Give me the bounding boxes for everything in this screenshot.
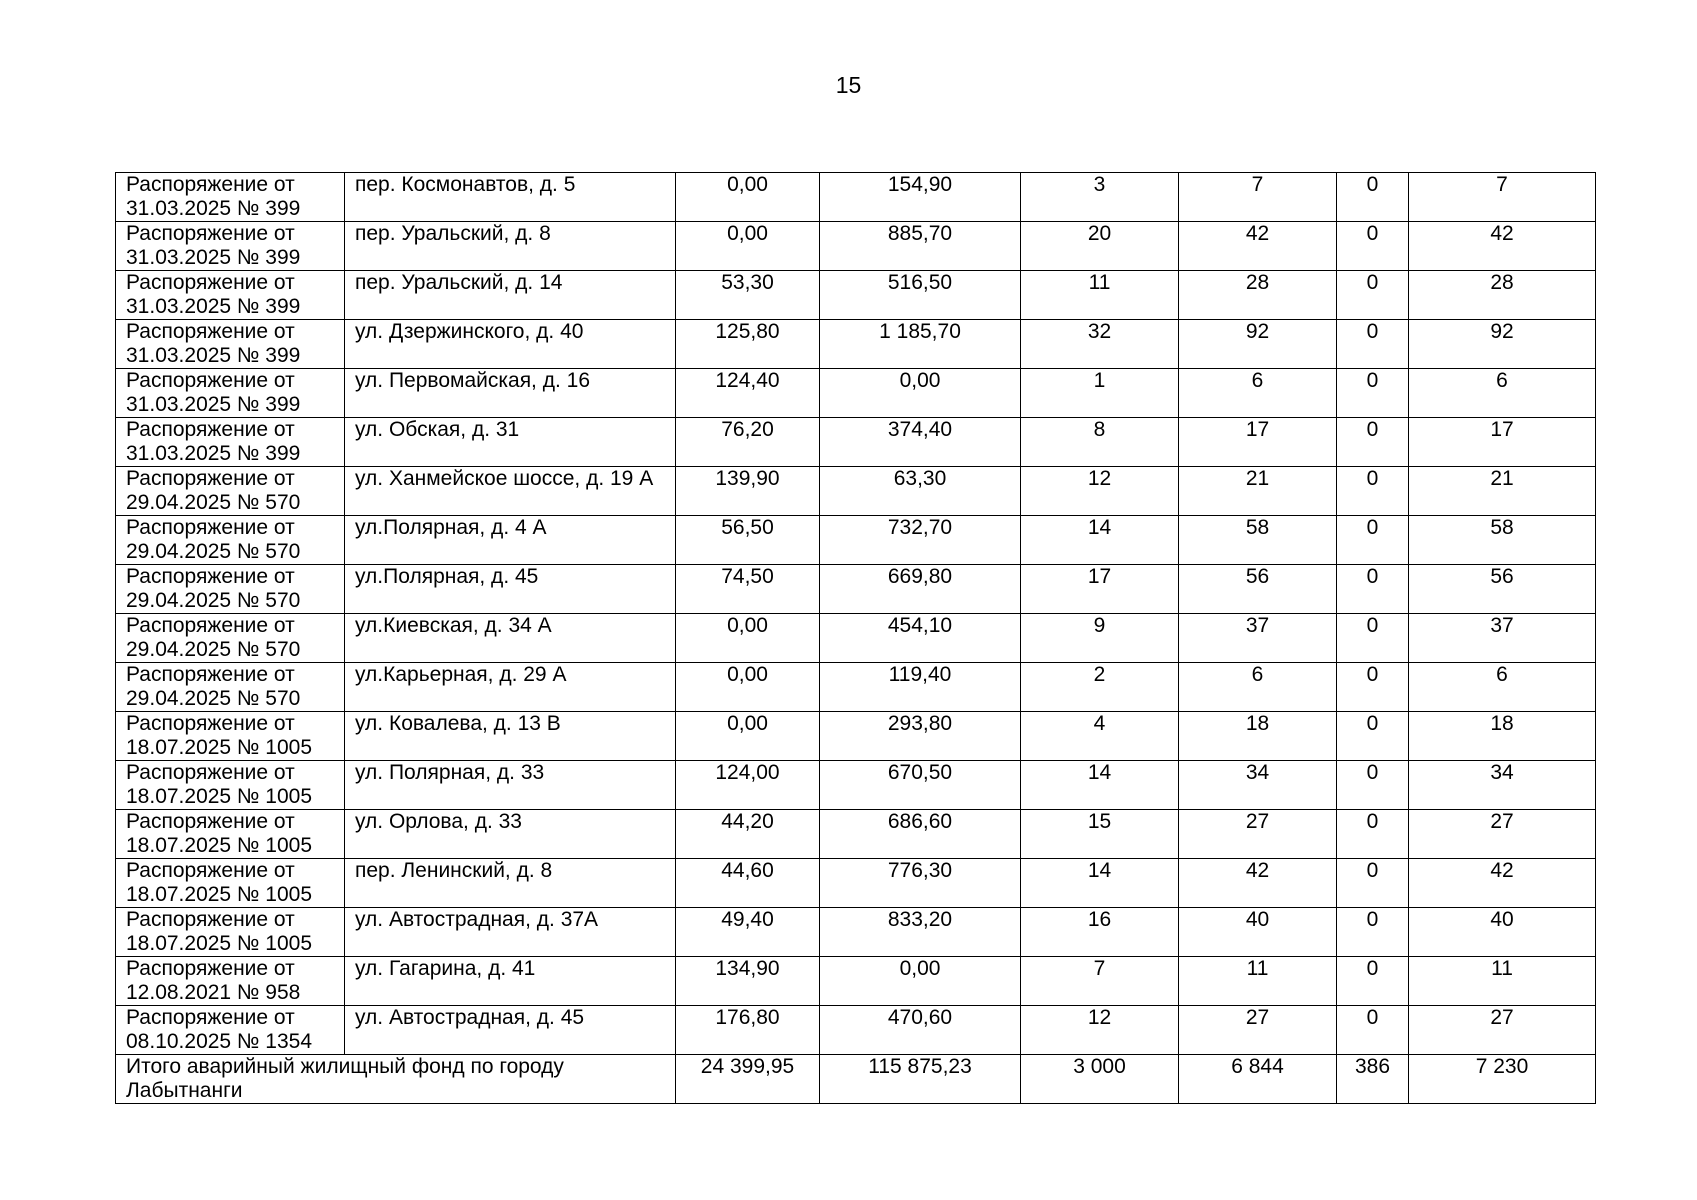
- address-cell: ул. Обская, д. 31: [345, 418, 676, 467]
- document-cell: Распоряжение от 31.03.2025 № 399: [116, 320, 345, 369]
- extra-count-cell: 0: [1337, 516, 1409, 565]
- table-row: [116, 222, 1596, 271]
- area-residential-cell: 0,00: [676, 173, 820, 222]
- extra-count-cell: 0: [1337, 761, 1409, 810]
- area-residential-cell: 0,00: [676, 663, 820, 712]
- table-row: [116, 761, 1596, 810]
- premises-count-cell: 32: [1021, 320, 1179, 369]
- area-residential-cell: 124,00: [676, 761, 820, 810]
- document-cell: Распоряжение от 12.08.2021 № 958: [116, 957, 345, 1006]
- table-row: [116, 908, 1596, 957]
- extra-count-cell: 0: [1337, 320, 1409, 369]
- area-total-cell: 833,20: [820, 908, 1021, 957]
- document-cell: Распоряжение от 31.03.2025 № 399: [116, 271, 345, 320]
- document-cell: Распоряжение от 29.04.2025 № 570: [116, 516, 345, 565]
- area-residential-cell: 74,50: [676, 565, 820, 614]
- area-total-cell: 686,60: [820, 810, 1021, 859]
- residents-count-cell: 11: [1179, 957, 1337, 1006]
- residents-count-cell: 34: [1179, 761, 1337, 810]
- address-cell: ул. Первомайская, д. 16: [345, 369, 676, 418]
- total-count-cell: 18: [1409, 712, 1596, 761]
- table-row: [116, 712, 1596, 761]
- document-cell: Распоряжение от 29.04.2025 № 570: [116, 467, 345, 516]
- document-cell: Распоряжение от 08.10.2025 № 1354: [116, 1006, 345, 1055]
- total-count-cell: 42: [1409, 222, 1596, 271]
- extra-count-cell: 0: [1337, 565, 1409, 614]
- area-total-cell: 0,00: [820, 369, 1021, 418]
- premises-count-cell: 2: [1021, 663, 1179, 712]
- total-count-cell: 11: [1409, 957, 1596, 1006]
- address-cell: ул. Орлова, д. 33: [345, 810, 676, 859]
- table-row: [116, 1006, 1596, 1055]
- area-residential-cell: 44,60: [676, 859, 820, 908]
- total-count-cell: 34: [1409, 761, 1596, 810]
- address-cell: ул. Автострадная, д. 45: [345, 1006, 676, 1055]
- document-cell: Распоряжение от 18.07.2025 № 1005: [116, 810, 345, 859]
- residents-count-cell: 28: [1179, 271, 1337, 320]
- table-row: [116, 418, 1596, 467]
- total-count-cell: 27: [1409, 810, 1596, 859]
- extra-count-cell: 0: [1337, 1006, 1409, 1055]
- extra-count-cell: 0: [1337, 222, 1409, 271]
- total-count-cell: 56: [1409, 565, 1596, 614]
- premises-count-cell: 16: [1021, 908, 1179, 957]
- address-cell: ул. Ханмейское шоссе, д. 19 А: [345, 467, 676, 516]
- area-residential-cell: 139,90: [676, 467, 820, 516]
- premises-count-cell: 11: [1021, 271, 1179, 320]
- extra-count-cell: 0: [1337, 173, 1409, 222]
- total-residents-count-cell: 6 844: [1179, 1055, 1337, 1104]
- area-residential-cell: 49,40: [676, 908, 820, 957]
- address-cell: пер. Космонавтов, д. 5: [345, 173, 676, 222]
- document-cell: Распоряжение от 31.03.2025 № 399: [116, 418, 345, 467]
- premises-count-cell: 14: [1021, 516, 1179, 565]
- document-cell: Распоряжение от 31.03.2025 № 399: [116, 369, 345, 418]
- page-number: 15: [835, 72, 862, 98]
- document-cell: Распоряжение от 18.07.2025 № 1005: [116, 908, 345, 957]
- document-cell: Распоряжение от 18.07.2025 № 1005: [116, 761, 345, 810]
- area-total-cell: 776,30: [820, 859, 1021, 908]
- total-area-residential-cell: 24 399,95: [676, 1055, 820, 1104]
- total-row: [116, 1055, 1596, 1104]
- area-total-cell: 454,10: [820, 614, 1021, 663]
- table-row: [116, 271, 1596, 320]
- residents-count-cell: 21: [1179, 467, 1337, 516]
- residents-count-cell: 6: [1179, 663, 1337, 712]
- address-cell: ул. Ковалева, д. 13 В: [345, 712, 676, 761]
- area-residential-cell: 44,20: [676, 810, 820, 859]
- premises-count-cell: 7: [1021, 957, 1179, 1006]
- premises-count-cell: 9: [1021, 614, 1179, 663]
- area-total-cell: 63,30: [820, 467, 1021, 516]
- total-count-cell: 28: [1409, 271, 1596, 320]
- area-residential-cell: 0,00: [676, 222, 820, 271]
- address-cell: ул.Полярная, д. 45: [345, 565, 676, 614]
- table-row: [116, 173, 1596, 222]
- table-row: [116, 516, 1596, 565]
- area-total-cell: 154,90: [820, 173, 1021, 222]
- premises-count-cell: 1: [1021, 369, 1179, 418]
- premises-count-cell: 3: [1021, 173, 1179, 222]
- total-area-total-cell: 115 875,23: [820, 1055, 1021, 1104]
- premises-count-cell: 20: [1021, 222, 1179, 271]
- area-total-cell: 516,50: [820, 271, 1021, 320]
- total-premises-count-cell: 3 000: [1021, 1055, 1179, 1104]
- premises-count-cell: 14: [1021, 859, 1179, 908]
- table-row: [116, 859, 1596, 908]
- address-cell: ул.Полярная, д. 4 А: [345, 516, 676, 565]
- area-total-cell: 732,70: [820, 516, 1021, 565]
- address-cell: ул.Карьерная, д. 29 А: [345, 663, 676, 712]
- area-residential-cell: 0,00: [676, 712, 820, 761]
- residents-count-cell: 18: [1179, 712, 1337, 761]
- table-row: [116, 663, 1596, 712]
- extra-count-cell: 0: [1337, 810, 1409, 859]
- area-residential-cell: 124,40: [676, 369, 820, 418]
- extra-count-cell: 0: [1337, 859, 1409, 908]
- document-cell: Распоряжение от 18.07.2025 № 1005: [116, 712, 345, 761]
- extra-count-cell: 0: [1337, 712, 1409, 761]
- area-residential-cell: 53,30: [676, 271, 820, 320]
- area-residential-cell: 176,80: [676, 1006, 820, 1055]
- residents-count-cell: 42: [1179, 859, 1337, 908]
- address-cell: пер. Ленинский, д. 8: [345, 859, 676, 908]
- premises-count-cell: 4: [1021, 712, 1179, 761]
- extra-count-cell: 0: [1337, 271, 1409, 320]
- total-count-cell: 40: [1409, 908, 1596, 957]
- area-residential-cell: 76,20: [676, 418, 820, 467]
- address-cell: ул.Киевская, д. 34 А: [345, 614, 676, 663]
- area-total-cell: 885,70: [820, 222, 1021, 271]
- document-cell: Распоряжение от 31.03.2025 № 399: [116, 173, 345, 222]
- area-total-cell: 0,00: [820, 957, 1021, 1006]
- table-row: [116, 565, 1596, 614]
- residents-count-cell: 42: [1179, 222, 1337, 271]
- premises-count-cell: 14: [1021, 761, 1179, 810]
- total-count-cell: 92: [1409, 320, 1596, 369]
- extra-count-cell: 0: [1337, 418, 1409, 467]
- total-extra-count-cell: 386: [1337, 1055, 1409, 1104]
- document-cell: Распоряжение от 29.04.2025 № 570: [116, 663, 345, 712]
- table-row: [116, 957, 1596, 1006]
- address-cell: пер. Уральский, д. 14: [345, 271, 676, 320]
- premises-count-cell: 17: [1021, 565, 1179, 614]
- total-count-cell: 6: [1409, 663, 1596, 712]
- premises-count-cell: 12: [1021, 467, 1179, 516]
- residents-count-cell: 40: [1179, 908, 1337, 957]
- extra-count-cell: 0: [1337, 663, 1409, 712]
- address-cell: ул. Полярная, д. 33: [345, 761, 676, 810]
- table-row: [116, 467, 1596, 516]
- extra-count-cell: 0: [1337, 908, 1409, 957]
- document-cell: Распоряжение от 31.03.2025 № 399: [116, 222, 345, 271]
- total-count-cell: 17: [1409, 418, 1596, 467]
- area-total-cell: 669,80: [820, 565, 1021, 614]
- extra-count-cell: 0: [1337, 957, 1409, 1006]
- area-residential-cell: 0,00: [676, 614, 820, 663]
- area-total-cell: 293,80: [820, 712, 1021, 761]
- address-cell: ул. Автострадная, д. 37А: [345, 908, 676, 957]
- address-cell: пер. Уральский, д. 8: [345, 222, 676, 271]
- extra-count-cell: 0: [1337, 369, 1409, 418]
- table-row: [116, 369, 1596, 418]
- extra-count-cell: 0: [1337, 467, 1409, 516]
- total-label-cell: Итого аварийный жилищный фонд по городу Лабытнанги: [116, 1055, 676, 1104]
- total-count-cell: 6: [1409, 369, 1596, 418]
- total-count-cell: 58: [1409, 516, 1596, 565]
- residents-count-cell: 37: [1179, 614, 1337, 663]
- area-total-cell: 374,40: [820, 418, 1021, 467]
- residents-count-cell: 92: [1179, 320, 1337, 369]
- table-row: [116, 320, 1596, 369]
- residents-count-cell: 7: [1179, 173, 1337, 222]
- residents-count-cell: 27: [1179, 810, 1337, 859]
- area-residential-cell: 134,90: [676, 957, 820, 1006]
- area-total-cell: 119,40: [820, 663, 1021, 712]
- area-total-cell: 670,50: [820, 761, 1021, 810]
- residents-count-cell: 6: [1179, 369, 1337, 418]
- table-row: [116, 810, 1596, 859]
- premises-count-cell: 12: [1021, 1006, 1179, 1055]
- premises-count-cell: 8: [1021, 418, 1179, 467]
- residents-count-cell: 17: [1179, 418, 1337, 467]
- address-cell: ул. Гагарина, д. 41: [345, 957, 676, 1006]
- residents-count-cell: 27: [1179, 1006, 1337, 1055]
- document-cell: Распоряжение от 29.04.2025 № 570: [116, 565, 345, 614]
- table-body: [116, 173, 1596, 1104]
- area-residential-cell: 125,80: [676, 320, 820, 369]
- premises-count-cell: 15: [1021, 810, 1179, 859]
- total-count-cell: 42: [1409, 859, 1596, 908]
- total-count-cell: 21: [1409, 467, 1596, 516]
- total-count-cell: 27: [1409, 1006, 1596, 1055]
- residents-count-cell: 58: [1179, 516, 1337, 565]
- housing-registry-table: [115, 172, 1596, 1104]
- table-row: [116, 614, 1596, 663]
- total-count-cell: 7: [1409, 173, 1596, 222]
- document-cell: Распоряжение от 29.04.2025 № 570: [116, 614, 345, 663]
- total-total-count-cell: 7 230: [1409, 1055, 1596, 1104]
- total-count-cell: 37: [1409, 614, 1596, 663]
- extra-count-cell: 0: [1337, 614, 1409, 663]
- area-total-cell: 470,60: [820, 1006, 1021, 1055]
- document-cell: Распоряжение от 18.07.2025 № 1005: [116, 859, 345, 908]
- address-cell: ул. Дзержинского, д. 40: [345, 320, 676, 369]
- residents-count-cell: 56: [1179, 565, 1337, 614]
- area-residential-cell: 56,50: [676, 516, 820, 565]
- area-total-cell: 1 185,70: [820, 320, 1021, 369]
